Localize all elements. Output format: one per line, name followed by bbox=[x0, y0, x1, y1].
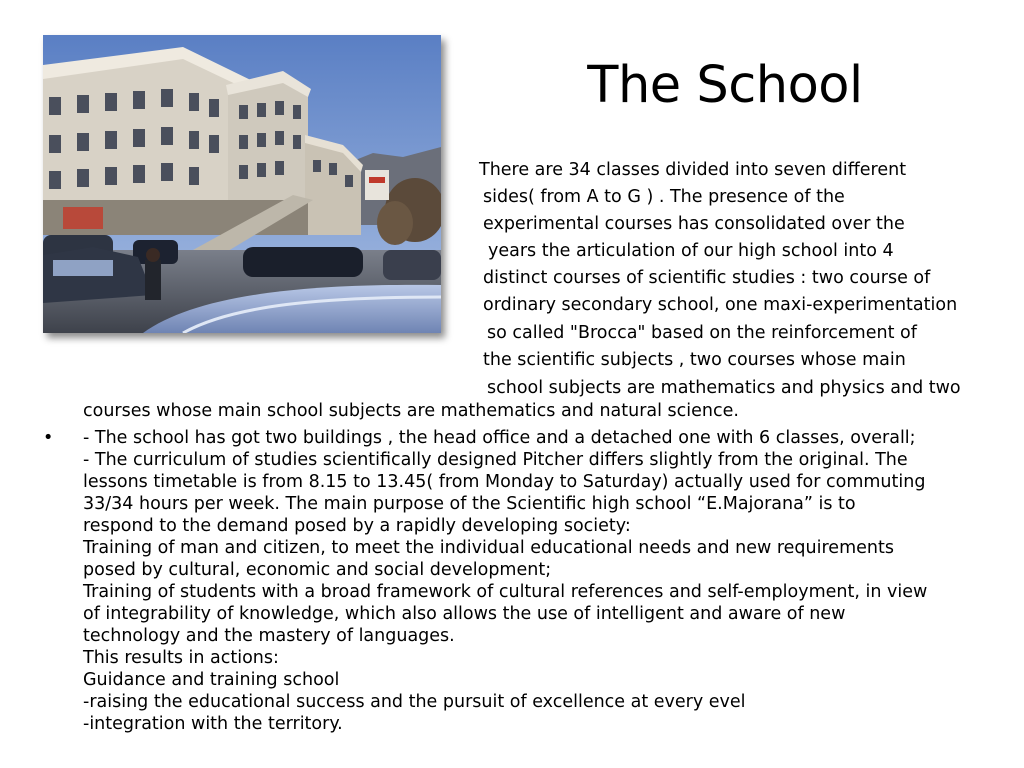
bullet-line: - The school has got two buildings , the head office and a detached one with 6 classes, overall; bbox=[83, 428, 916, 448]
intro-line: the scientific subjects , two courses whose main bbox=[483, 350, 906, 370]
intro-line: ordinary secondary school, one maxi-experimentation bbox=[483, 295, 958, 315]
bullet-line: respond to the demand posed by a rapidly developing society: bbox=[83, 516, 631, 536]
intro-line: There are 34 classes divided into seven different bbox=[479, 160, 907, 180]
bullet-line: Guidance and training school bbox=[83, 670, 340, 690]
bullet-line: Training of man and citizen, to meet the individual educational needs and new requirements bbox=[83, 538, 894, 558]
slide-title: The School bbox=[587, 56, 863, 115]
bullet-line: Training of students with a broad framework of cultural references and self-employment, in view bbox=[83, 582, 928, 602]
bullet-line: -integration with the territory. bbox=[83, 714, 343, 734]
intro-line: sides( from A to G ) . The presence of the bbox=[483, 187, 845, 207]
bullet-line: lessons timetable is from 8.15 to 13.45( from Monday to Saturday) actually used for commuting bbox=[83, 472, 926, 492]
intro-line: school subjects are mathematics and physics and two bbox=[487, 378, 961, 398]
bullet-line: This results in actions: bbox=[83, 648, 279, 668]
bullet-line: 33/34 hours per week. The main purpose of the Scientific high school “E.Majorana” is to bbox=[83, 494, 856, 514]
bullet-line: posed by cultural, economic and social development; bbox=[83, 560, 552, 580]
bullet-line: - The curriculum of studies scientifically designed Pitcher differs slightly from the original. The bbox=[83, 450, 908, 470]
bullet-line: -raising the educational success and the pursuit of excellence at every evel bbox=[83, 692, 746, 712]
bullet-marker: • bbox=[43, 428, 54, 448]
intro-continuation: courses whose main school subjects are mathematics and natural science. bbox=[83, 401, 739, 421]
intro-line: experimental courses has consolidated over the bbox=[483, 214, 905, 234]
intro-line: distinct courses of scientific studies : two course of bbox=[483, 268, 931, 288]
bullet-line: of integrability of knowledge, which also allows the use of intelligent and aware of new bbox=[83, 604, 846, 624]
intro-line: years the articulation of our high school into 4 bbox=[488, 241, 894, 261]
school-building-photo bbox=[43, 35, 441, 333]
bullet-line: technology and the mastery of languages. bbox=[83, 626, 455, 646]
intro-line: so called "Brocca" based on the reinforcement of bbox=[487, 323, 917, 343]
